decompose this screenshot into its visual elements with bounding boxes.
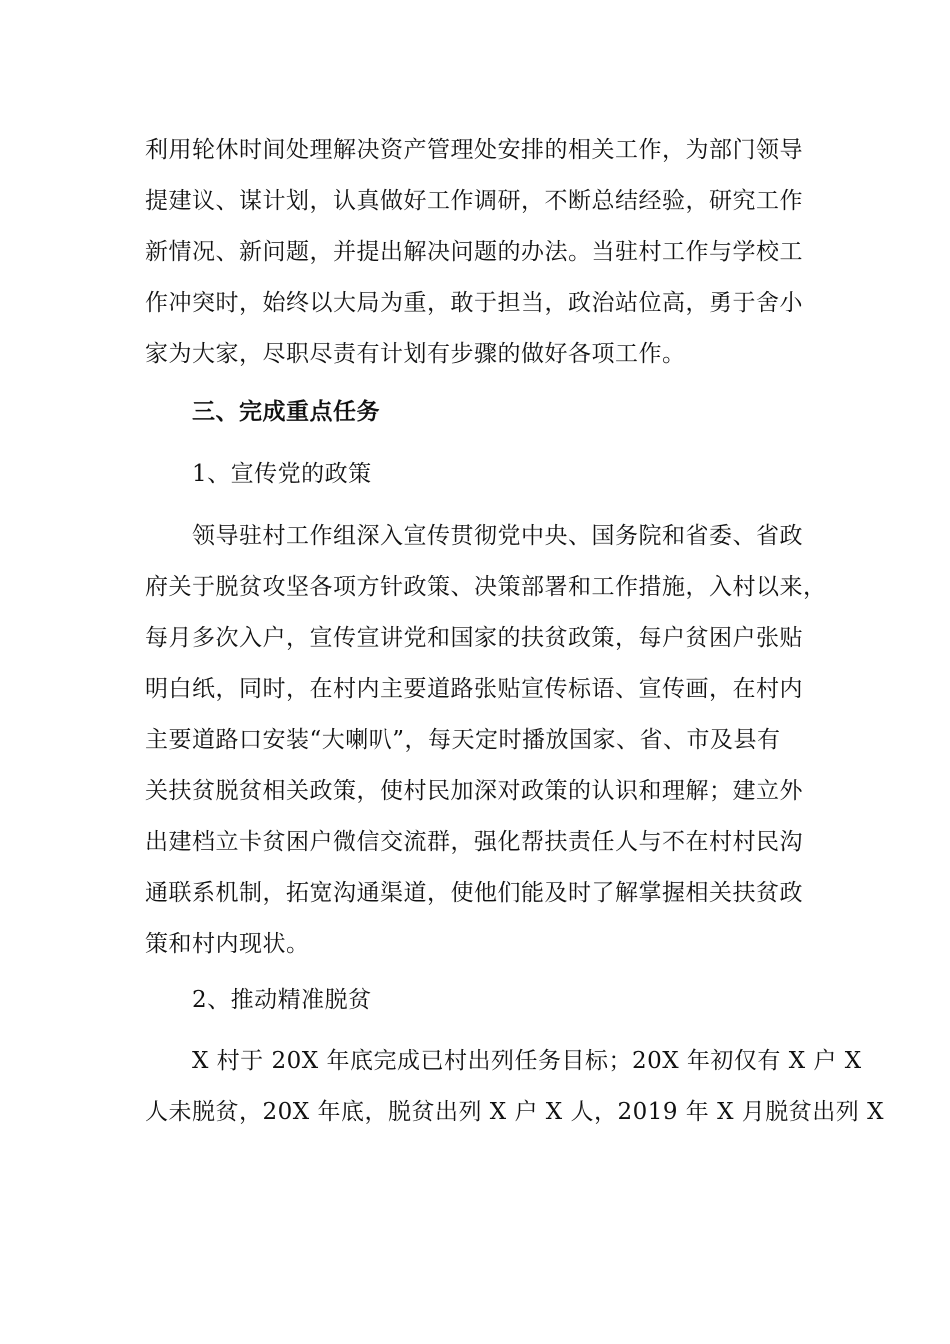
item-1-line-2: 府关于脱贫攻坚各项方针政策、决策部署和工作措施，入村以来，: [145, 574, 827, 600]
item-1-line-7: 出建档立卡贫困户微信交流群，强化帮扶责任人与不在村村民沟: [145, 829, 803, 855]
item-1-line-6: 关扶贫脱贫相关政策，使村民加深对政策的认识和理解；建立外: [145, 778, 803, 804]
item-1-line-3: 每月多次入户，宣传宣讲党和国家的扶贫政策，每户贫困户张贴: [145, 625, 803, 651]
item-1-line-9: 策和村内现状。: [145, 931, 310, 957]
paragraph-1-line-1: 利用轮休时间处理解决资产管理处安排的相关工作，为部门领导: [145, 137, 803, 163]
item-1-line-5: 主要道路口安装“大喇叭”，每天定时播放国家、省、市及县有: [145, 727, 781, 753]
paragraph-1-line-5: 家为大家，尽职尽责有计划有步骤的做好各项工作。: [145, 341, 686, 367]
item-1-line-8: 通联系机制，拓宽沟通渠道，使他们能及时了解掌握相关扶贫政: [145, 880, 803, 906]
paragraph-1-line-3: 新情况、新问题，并提出解决问题的办法。当驻村工作与学校工: [145, 239, 803, 265]
section-3-heading: 三、完成重点任务: [192, 398, 380, 425]
item-2-line-2: 人未脱贫，20X 年底，脱贫出列 X 户 X 人，2019 年 X 月脱贫出列 X: [145, 1099, 884, 1125]
item-1-line-4: 明白纸，同时，在村内主要道路张贴宣传标语、宣传画，在村内: [145, 676, 803, 702]
item-1-title: 1、宣传党的政策: [192, 461, 372, 487]
paragraph-1-line-4: 作冲突时，始终以大局为重，敢于担当，政治站位高，勇于舍小: [145, 290, 803, 316]
item-2-line-1: X 村于 20X 年底完成已村出列任务目标；20X 年初仅有 X 户 X: [192, 1048, 862, 1074]
paragraph-1-line-2: 提建议、谋计划，认真做好工作调研，不断总结经验，研究工作: [145, 188, 803, 214]
item-1-line-1: 领导驻村工作组深入宣传贯彻党中央、国务院和省委、省政: [192, 523, 803, 549]
item-2-title: 2、推动精准脱贫: [192, 987, 372, 1013]
